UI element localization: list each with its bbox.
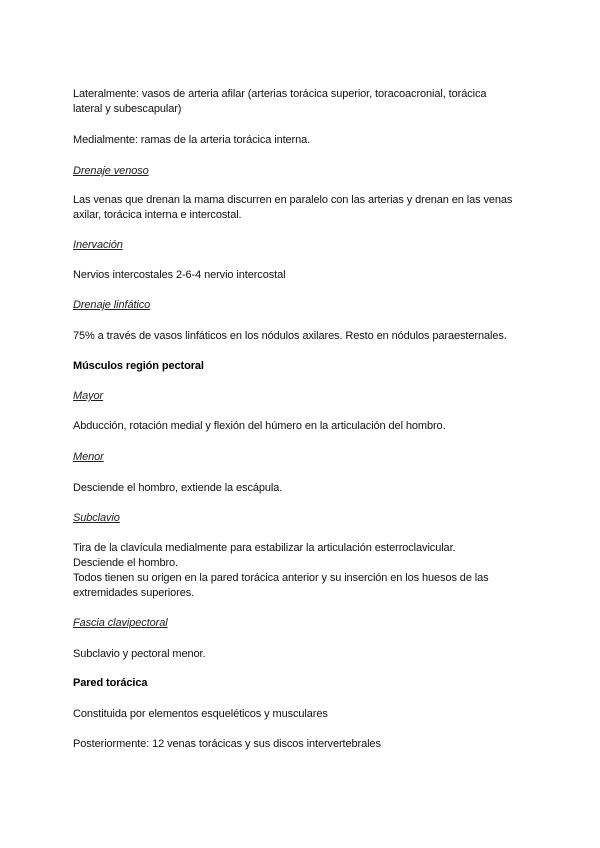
venous-line-1: Las venas que drenan la mama discurren en paralelo con las arterias y drenan en las venas [73, 194, 513, 206]
lymphatic-drainage-heading: Drenaje linfático [73, 299, 151, 311]
innervation-paragraph: Nervios intercostales 2-6-4 nervio intercostal [73, 269, 286, 281]
fascia-heading: Fascia clavipectoral [73, 617, 168, 629]
medial-paragraph: Medialmente: ramas de la arteria torácica interna. [73, 134, 311, 146]
minor-muscle-paragraph: Desciende el hombro, extiende la escápula. [73, 482, 283, 494]
lymphatic-paragraph: 75% a través de vasos linfáticos en los nódulos axilares. Resto en nódulos paraesternales. [73, 330, 507, 342]
subclavius-heading: Subclavio [73, 512, 120, 524]
thoracic-wall-line-1: Constituida por elementos esqueléticos y musculares [73, 708, 328, 720]
lateral-line-1: Lateralmente: vasos de arteria afilar (arterias torácica superior, toracoacronial, torácica [73, 88, 487, 100]
venous-drainage-heading: Drenaje venoso [73, 165, 149, 177]
lateral-line-2: lateral y subescapular) [73, 103, 182, 115]
major-muscle-paragraph: Abducción, rotación medial y flexión del húmero en la articulación del hombro. [73, 420, 446, 432]
subclavius-line-4: extremidades superiores. [73, 587, 195, 599]
minor-muscle-heading: Menor [73, 451, 104, 463]
subclavius-line-3: Todos tienen su origen en la pared torácica anterior y su inserción en los huesos de las [73, 572, 489, 584]
thoracic-wall-heading: Pared torácica [73, 677, 148, 689]
subclavius-line-1: Tira de la clavícula medialmente para estabilizar la articulación esterroclavicular. [73, 542, 456, 554]
thoracic-wall-line-2: Posteriormente: 12 venas torácicas y sus discos intervertebrales [73, 738, 381, 750]
fascia-paragraph: Subclavio y pectoral menor. [73, 648, 206, 660]
subclavius-line-2: Desciende el hombro. [73, 557, 179, 569]
innervation-heading: Inervación [73, 239, 123, 251]
major-muscle-heading: Mayor [73, 390, 104, 402]
pectoral-muscles-heading: Músculos región pectoral [73, 360, 204, 372]
venous-line-2: axilar, torácica interna e intercostal. [73, 209, 242, 221]
